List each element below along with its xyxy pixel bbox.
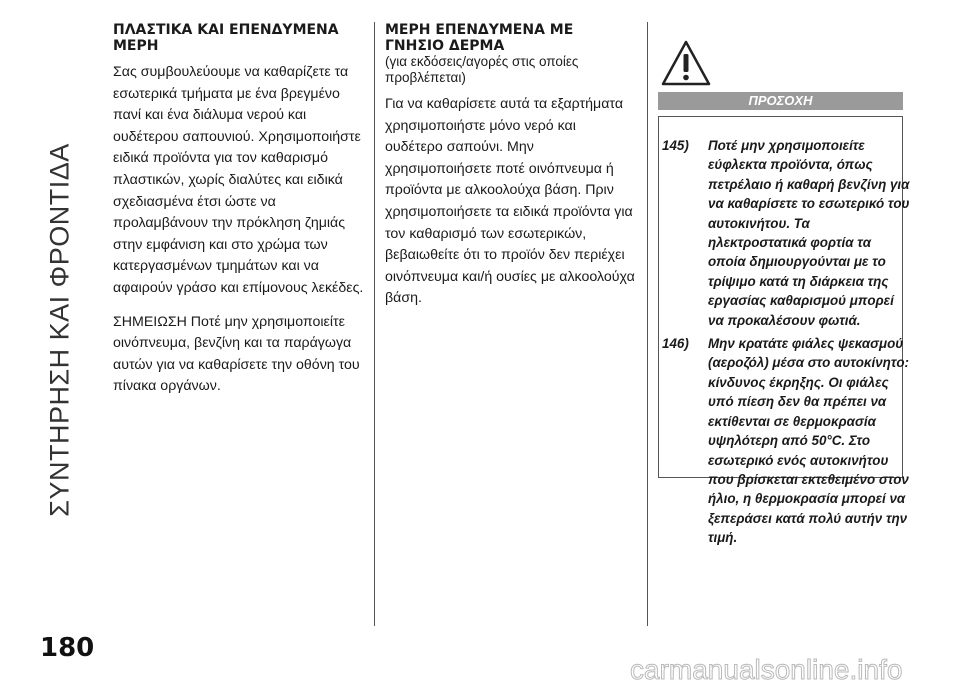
- warning-triangle-icon: [661, 40, 711, 86]
- middle-heading: ΜΕΡΗ ΕΠΕΝΔΥΜΕΝΑ ΜΕ ΓΝΗΣΙΟ ΔΕΡΜΑ: [385, 22, 574, 54]
- left-paragraph-1: Σας συμβουλεύουμε να καθαρίζετε τα εσωτερικά τμήματα με ένα βρεγμένο πανί και ένα διάλυμα νερού και ουδέτερου σαπουνιού. Χρησιμοποιήστε ειδικά προϊόντα για τον καθαρισμό πλαστικών, χωρίς διαλύτες και ειδικά σχεδιασμένα έτσι ώστε να προλαμβάνουν την πρόκληση ζημιάς στην εμφάνιση και στο χρώμα των κατεργασμένων τμημάτων και να αφαιρούν γράσο και επίμονους λεκέδες.: [113, 64, 364, 296]
- warning-item: [662, 136, 910, 330]
- left-heading: ΠΛΑΣΤΙΚΑ ΚΑΙ ΕΠΕΝΔΥΜΕΝΑ ΜΕΡΗ: [113, 22, 339, 54]
- warning-item-text: Μην κρατάτε φιάλες ψεκασμού (αεροζόλ) μέσα στο αυτοκίνητο: κίνδυνος έκρηξης. Οι φιάλες υπό πίεση δεν θα πρέπει να εκτίθενται σε θερμοκρασία υψηλότερη από 50°C. Στο εσωτερικό ενός αυτοκινήτου που βρίσκεται εκτεθειμένο στον ήλιο, η θερμοκρασία μπορεί να ξεπεράσει κατά πολύ αυτήν την τιμή.: [708, 336, 909, 546]
- left-paragraph-2: ΣΗΜΕΙΩΣΗ Ποτέ μην χρησιμοποιείτε οινόπνευμα, βενζίνη και τα παράγωγα αυτών για να καθαρίσετε την οθόνη του πίνακα οργάνων.: [113, 313, 360, 395]
- warning-item-number: 146): [662, 336, 689, 352]
- middle-paragraph: Για να καθαρίσετε αυτά τα εξαρτήματα χρησιμοποιήστε μόνο νερό και ουδέτερο σαπούνι. Μην χρησιμοποιήσετε ποτέ οινόπνευμα ή προϊόντα με αλκοολούχα βάση. Πριν χρησιμοποιήσετε τα ειδικά προϊόντα για τον καθαρισμό των εσωτερικών, βεβαιωθείτε ότι το προϊόν δεν περιέχει οινόπνευμα και/ή ουσίες με αλκοολούχα βάση.: [385, 96, 635, 307]
- warning-title: ΠΡΟΣΟΧΗ: [658, 92, 903, 110]
- column-divider: [647, 22, 648, 626]
- warning-item: [662, 334, 910, 547]
- middle-subheading: (για εκδόσεις/αγορές στις οποίες προβλέπεται): [385, 54, 579, 85]
- column-divider: [374, 22, 375, 626]
- page-number: 180: [40, 633, 95, 663]
- warning-list: [662, 136, 910, 552]
- svg-text:carmanualsonline.info: carmanualsonline.info: [630, 655, 903, 685]
- middle-column: [385, 22, 635, 310]
- watermark-logo: [628, 655, 948, 685]
- left-column: [113, 22, 365, 398]
- section-side-tab: ΣΥΝΤΗΡΗΣΗ ΚΑΙ ΦΡΟΝΤΙΔΑ: [44, 143, 75, 517]
- warning-item-text: Ποτέ μην χρησιμοποιείτε εύφλεκτα προϊόντα, όπως πετρέλαιο ή καθαρή βενζίνη για να καθαρίσετε το εσωτερικό του αυτοκινήτου. Τα ηλεκτροστατικά φορτία τα οποία δημιουργούνται με το τρίψιμο κατά τη διάρκεια της εργασίας καθαρισμού μπορεί να προκαλέσουν φωτιά.: [708, 138, 910, 328]
- warning-item-number: 145): [662, 138, 689, 153]
